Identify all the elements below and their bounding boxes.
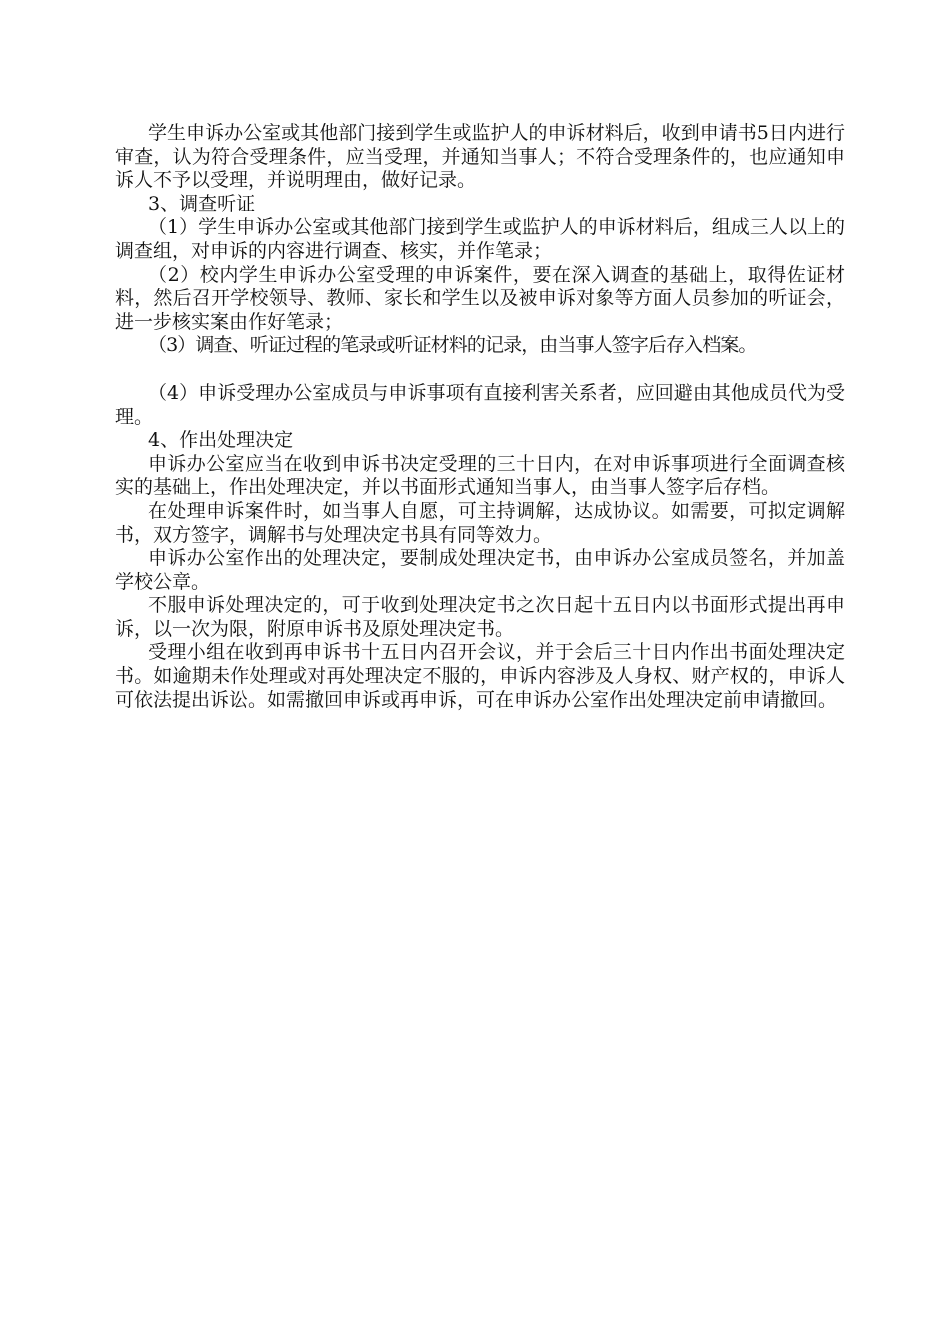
heading-investigation-hearing: 3、调查听证 xyxy=(148,192,256,215)
paragraph-re-appeal: 不服申诉处理决定的，可于收到处理决定书之次日起十五日内以书面形式提出再申诉，以一次为限，附原申诉书及原处理决定书。 xyxy=(115,594,845,640)
heading-decision: 4、作出处理决定 xyxy=(148,429,294,452)
paragraph-item-3: （3）调查、听证过程的笔录或听证材料的记录，由当事人签字后存入档案。 xyxy=(148,334,757,357)
paragraph-re-appeal-handling: 受理小组在收到再申诉书十五日内召开会议，并于会后三十日内作出书面处理决定书。如逾期未作处理或对再处理决定不服的，申诉内容涉及人身权、财产权的，申诉人可依法提出诉讼。如需撤回申诉或再申诉，可在申诉办公室作出处理决定前申请撤回。 xyxy=(115,641,845,711)
paragraph-review: 学生申诉办公室或其他部门接到学生或监护人的申诉材料后，收到申请书5日内进行审查，认为符合受理条件，应当受理，并通知当事人；不符合受理条件的，也应通知申诉人不予以受理，并说明理由，做好记录。 xyxy=(115,122,845,192)
paragraph-gap xyxy=(115,358,845,382)
paragraph-mediation: 在处理申诉案件时，如当事人自愿，可主持调解，达成协议。如需要，可拟定调解书，双方签字，调解书与处理决定书具有同等效力。 xyxy=(115,499,845,546)
paragraph-item-1: （1）学生申诉办公室或其他部门接到学生或监护人的申诉材料后，组成三人以上的调查组，对申诉的内容进行调查、核实，并作笔录； xyxy=(115,216,845,262)
paragraph-decision-timeline: 申诉办公室应当在收到申诉书决定受理的三十日内，在对申诉事项进行全面调查核实的基础上，作出处理决定，并以书面形式通知当事人，由当事人签字后存档。 xyxy=(115,452,845,499)
document-body xyxy=(115,122,845,712)
paragraph-decision-document: 申诉办公室作出的处理决定，要制成处理决定书，由申诉办公室成员签名，并加盖学校公章。 xyxy=(115,547,845,593)
paragraph-item-2: （2）校内学生申诉办公室受理的申诉案件，要在深入调查的基础上，取得佐证材料，然后召开学校领导、教师、家长和学生以及被申诉对象等方面人员参加的听证会，进一步核实案由作好笔录； xyxy=(115,263,845,333)
paragraph-item-4: （4）申诉受理办公室成员与申诉事项有直接利害关系者，应回避由其他成员代为受理。 xyxy=(115,381,845,428)
